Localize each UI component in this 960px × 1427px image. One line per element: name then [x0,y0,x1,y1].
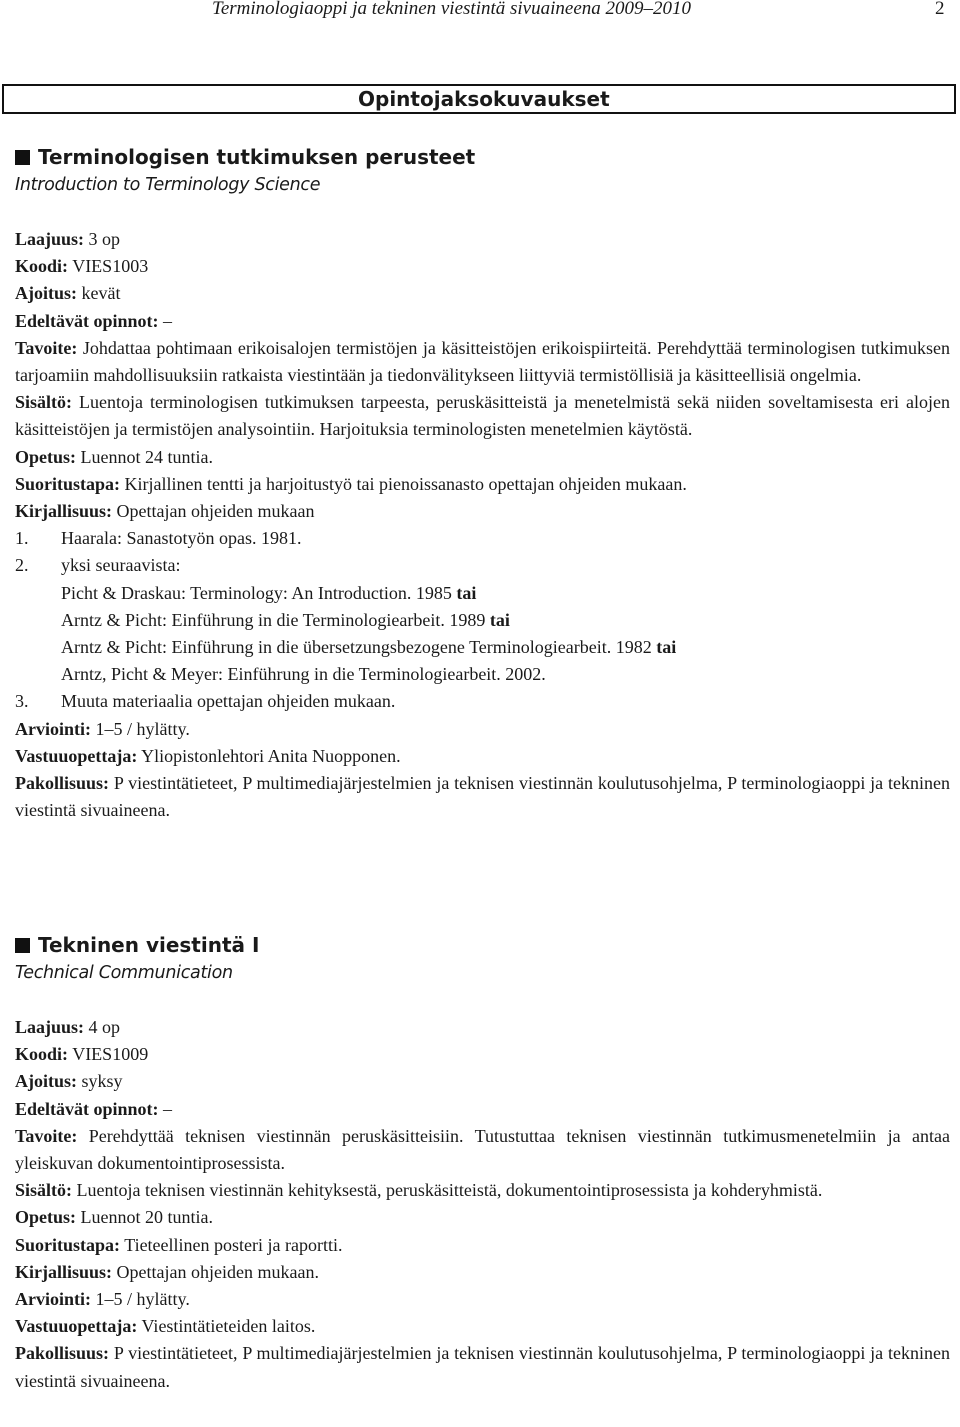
page-number: 2 [935,0,945,19]
literature-list [15,525,950,579]
running-header [0,0,960,26]
field-kirjallisuus: Kirjallisuus: Opettajan ohjeiden mukaan. [15,1261,319,1282]
list-item: Arntz, Picht & Meyer: Einführung in die Terminologiearbeit. 2002. [61,664,546,685]
field-pakollisuus: Pakollisuus: P viestintätieteet, P multimediajärjestelmien ja teknisen viestinnän koulutusohjelma, P terminologiaoppi ja tekninen viestintä sivuaineena. [15,1343,950,1391]
course-subtitle: Technical Communication [15,963,233,983]
field-arviointi: Arviointi: 1–5 / hylätty. [15,1289,190,1310]
field-opetus: Opetus: Luennot 20 tuntia. [15,1207,213,1228]
section-title: Opintojaksokuvaukset [358,87,610,111]
section-header-box [2,84,956,114]
course-details [15,226,950,824]
list-item: 2. yksi seuraavista: [15,555,181,576]
course-subtitle: Introduction to Terminology Science [15,175,321,195]
course-block-2 [15,931,950,1395]
list-item: 3. Muuta materiaalia opettajan ohjeiden mukaan. [15,691,396,712]
field-laajuus: Laajuus: 3 op [15,229,121,249]
field-suoritustapa: Suoritustapa: Tieteellinen posteri ja raportti. [15,1234,343,1255]
course-title: Tekninen viestintä I [15,931,950,959]
field-opetus: Opetus: Luennot 24 tuntia. [15,446,213,467]
square-bullet-icon [15,938,30,953]
course-title: Terminologisen tutkimuksen perusteet [15,143,950,171]
field-pakollisuus: Pakollisuus: P viestintätieteet, P multimediajärjestelmien ja teknisen viestinnän koulutusohjelma, P terminologiaoppi ja tekninen viestintä sivuaineena. [15,773,950,821]
field-sisalto: Sisältö: Luentoja teknisen viestinnän kehityksestä, peruskäsitteistä, dokumentointiprosessista ja kohderyhmistä. [15,1180,823,1201]
field-sisalto: Sisältö: Luentoja terminologisen tutkimuksen tarpeesta, peruskäsitteistä ja menetelmistä sekä niiden soveltamisesta eri alojen käsitteistöjen ja termistöjen analysointiin. Harjoituksia terminologisten menetelmien käytöstä. [15,392,950,440]
field-koodi: Koodi: VIES1009 [15,1044,149,1065]
field-suoritustapa: Suoritustapa: Kirjallinen tentti ja harjoitustyö tai pienoissanasto opettajan ohjeiden mukaan. [15,473,687,494]
field-ajoitus: Ajoitus: kevät [15,283,121,304]
course-block-1 [15,143,950,824]
field-vastuuopettaja: Vastuuopettaja: Viestintätieteiden laitos. [15,1316,316,1337]
field-laajuus: Laajuus: 4 op [15,1017,121,1037]
document-title: Terminologiaoppi ja tekninen viestintä sivuaineena 2009–2010 [212,0,691,19]
field-arviointi: Arviointi: 1–5 / hylätty. [15,718,190,739]
field-vastuuopettaja: Vastuuopettaja: Yliopistonlehtori Anita Nuopponen. [15,745,401,766]
field-edeltavat: Edeltävät opinnot: – [15,1098,173,1119]
field-tavoite: Tavoite: Johdattaa pohtimaan erikoisalojen termistöjen ja käsitteistöjen erikoispiirteitä. Perehdyttää terminologisen tutkimuksen tarjoamiin mahdollisuuksiin ratkaista viestintään ja tiedonvälitykseen liittyviä termistöllisiä ja käsitteellisiä ongelmia. [15,337,950,386]
list-item: Arntz & Picht: Einführung in die übersetzungsbezogene Terminologiearbeit. 1982 tai [61,637,677,658]
field-tavoite: Tavoite: Perehdyttää teknisen viestinnän peruskäsitteisiin. Tutustuttaa teknisen viestinnän tutkimusmenetelmiin ja antaa yleiskuvan dokumentointiprosessista. [15,1125,950,1174]
square-bullet-icon [15,150,30,165]
field-koodi: Koodi: VIES1003 [15,256,149,277]
list-item: 1. Haarala: Sanastotyön opas. 1981. [15,528,302,549]
literature-options [15,580,950,689]
list-item: Picht & Draskau: Terminology: An Introduction. 1985 tai [61,582,477,603]
field-kirjallisuus: Kirjallisuus: Opettajan ohjeiden mukaan [15,501,315,522]
field-ajoitus: Ajoitus: syksy [15,1071,123,1092]
field-edeltavat: Edeltävät opinnot: – [15,310,173,331]
course-details [15,1014,950,1395]
list-item: Arntz & Picht: Einführung in die Terminologiearbeit. 1989 tai [61,609,510,630]
